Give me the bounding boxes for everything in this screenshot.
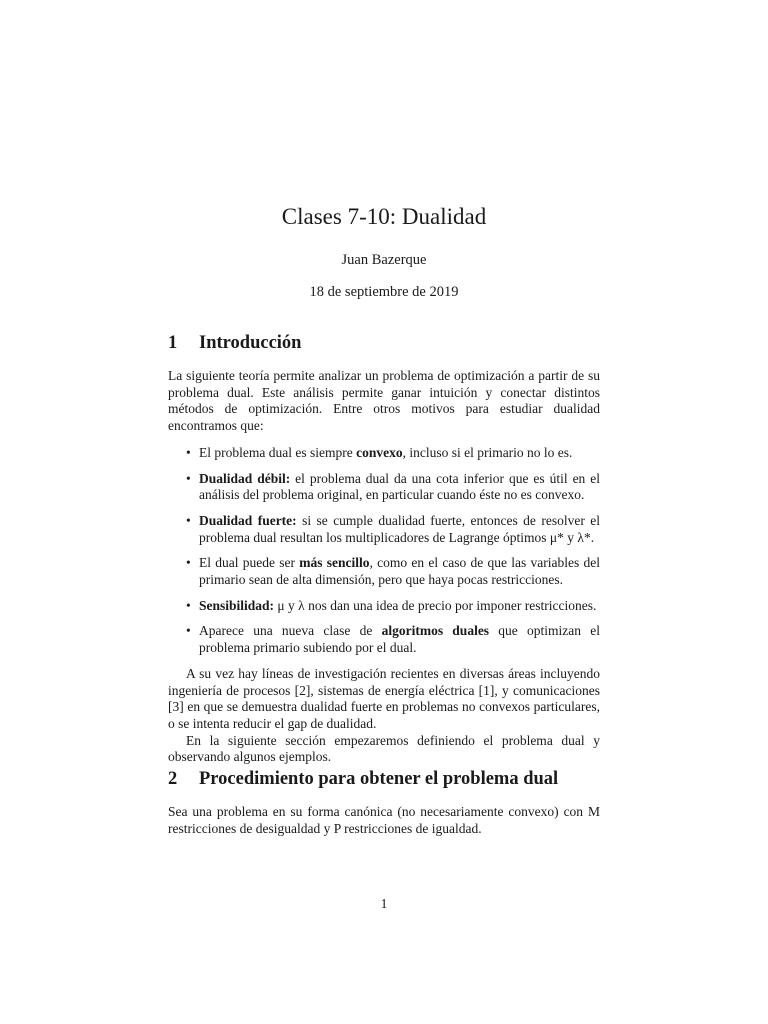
bullet-icon: • xyxy=(186,597,191,613)
list-item: • El dual puede ser más sencillo, como en el caso de que las variables del primario sean de alta dimensión, pero que haya pocas restricciones. xyxy=(186,555,600,588)
document-author: Juan Bazerque xyxy=(341,252,427,268)
next-section-paragraph: En la siguiente sección empezaremos definiendo el problema dual y observando algunos ejemplos. xyxy=(168,732,600,765)
research-paragraph: A su vez hay líneas de investigación recientes en diversas áreas incluyendo ingeniería de procesos [2], sistemas de energía eléctrica [1], y comunicaciones [3] en que se demuestra dualidad fuerte en problemas no convexos particulares, o se intenta reducir el gap de dualidad. xyxy=(168,665,600,731)
bullet-icon: • xyxy=(186,444,191,460)
bullet-icon: • xyxy=(186,623,191,639)
document-date: 18 de septiembre de 2019 xyxy=(309,284,459,300)
document-title: Clases 7-10: Dualidad xyxy=(281,204,487,229)
section-introduction xyxy=(168,332,600,766)
section-procedure xyxy=(168,768,600,837)
list-item: • El problema dual es siempre convexo, incluso si el primario no lo es. xyxy=(186,444,573,460)
section-title: Introducción xyxy=(199,333,302,353)
list-item: • Dualidad fuerte: si se cumple dualidad fuerte, entonces de resolver el problema dual resultan los multiplicadores de Lagrange óptimos μ* y λ*. xyxy=(186,512,600,545)
intro-paragraph: La siguiente teoría permite analizar un problema de optimización a partir de su problema dual. Este análisis permite ganar intuición y conectar distintos métodos de optimización. Entre otros motivos para estudiar dualidad encontramos que: xyxy=(168,368,600,434)
section-title: Procedimiento para obtener el problema dual xyxy=(199,769,559,789)
list-item: • Sensibilidad: μ y λ nos dan una idea de precio por imponer restricciones. xyxy=(186,597,597,613)
section-number: 1 xyxy=(168,333,178,353)
section-number: 2 xyxy=(168,769,178,789)
page-number: 1 xyxy=(380,896,388,911)
section-heading xyxy=(168,332,600,354)
canonical-form-paragraph: Sea una problema en su forma canónica (no necesariamente convexo) con M restricciones de desigualdad y P restricciones de igualdad. xyxy=(168,804,600,836)
bullet-icon: • xyxy=(186,470,191,486)
bullet-icon: • xyxy=(186,555,191,571)
bullet-icon: • xyxy=(186,512,191,528)
motivation-list xyxy=(168,445,600,657)
list-item: • Dualidad débil: el problema dual da una cota inferior que es útil en el análisis del problema original, en particular cuando éste no es convexo. xyxy=(186,470,601,503)
list-item: • Aparece una nueva clase de algoritmos duales que optimizan el problema primario subiendo por el dual. xyxy=(186,623,600,656)
section-heading xyxy=(168,768,600,790)
